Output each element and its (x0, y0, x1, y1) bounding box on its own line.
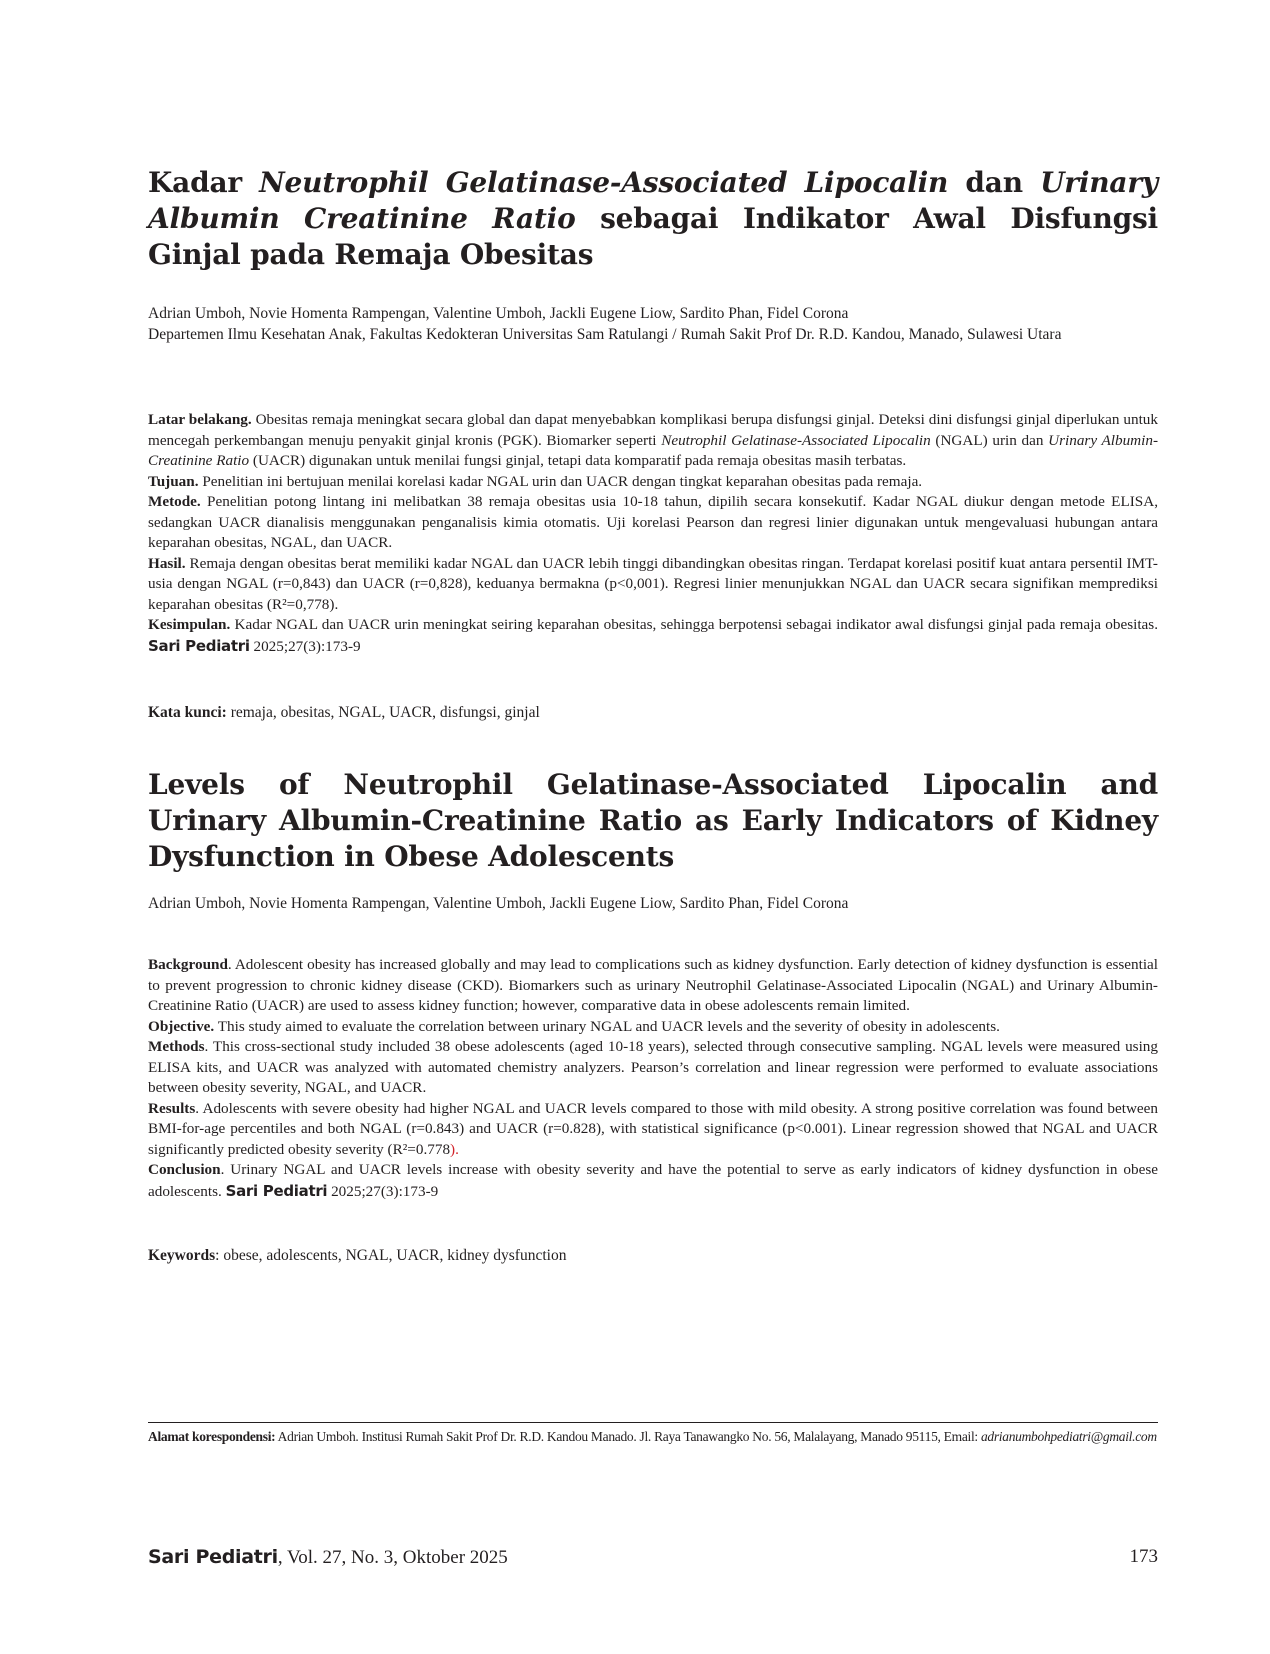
section-label: Latar belakang. (148, 411, 252, 428)
title-part-italic: Urinary Albumin Creatinine Ratio (148, 166, 1158, 235)
abstract-text: (UACR) digunakan untuk menilai fungsi ginjal, tetapi data komparatif pada remaja obesitas masih terbatas. (249, 452, 907, 469)
abstract-background (148, 955, 1158, 1017)
abstract-methods (148, 492, 1158, 554)
title-part-italic: Neutrophil Gelatinase-Associated Lipocalin (259, 166, 949, 199)
keywords-label: Keywords (148, 1247, 216, 1264)
abstract-english (148, 955, 1158, 1202)
title-indonesian (148, 165, 1158, 273)
keywords-english (148, 1245, 1158, 1266)
section-label: Background (148, 956, 228, 973)
abstract-objective (148, 1017, 1158, 1038)
abstract-background (148, 410, 1158, 472)
red-mark: ). (450, 1140, 459, 1158)
keywords-text: remaja, obesitas, NGAL, UACR, disfungsi, ginjal (226, 704, 540, 721)
abstract-objective (148, 472, 1158, 493)
citation: 2025;27(3):173-9 (249, 637, 361, 655)
abstract-text: Remaja dengan obesitas berat memiliki kadar NGAL dan UACR lebih tinggi dibandingkan obesitas ringan. Terdapat korelasi positif kuat antara persentil IMT-usia dengan NGAL (r=0,843) dan UACR (r=0,828), keduanya bermakna (p<0,001). Regresi linier menunjukkan NGAL dan UACR secara signifikan memprediksi keparahan obesitas (R²=0,778). (148, 554, 1158, 613)
abstract-text: This study aimed to evaluate the correlation between urinary NGAL and UACR levels and the severity of obesity in adolescents. (214, 1017, 1000, 1035)
abstract-text: Obesitas remaja meningkat secara global dan dapat menyebabkan komplikasi berupa disfungsi ginjal. Deteksi dini disfungsi ginjal diperlukan untuk mencegah perkembangan menuju penyakit ginjal kronis (PGK). Biomarker seperti (148, 411, 1158, 449)
abstract-text: (NGAL) urin dan (930, 431, 1049, 449)
section-label: Tujuan. (148, 472, 199, 490)
abstract-text: Kadar NGAL dan UACR urin meningkat seiring keparahan obesitas, sehingga berpotensi sebagai indikator awal disfungsi ginjal pada remaja obesitas. (230, 616, 1158, 633)
footer-journal-brand: Sari Pediatri (148, 1546, 278, 1568)
abstract-results (148, 554, 1158, 616)
correspondence-label: Alamat korespondensi: (148, 1429, 276, 1444)
title-part: Kadar (148, 166, 260, 199)
abstract-text: . This cross-sectional study included 38 obese adolescents (aged 10-18 years), selected through consecutive sampling. NGAL levels were measured using ELISA kits, and UACR was analyzed with automated chemistry analyzers. Pearson’s correlation and linear regression were performed to evaluate associations between obesity severity, NGAL, and UACR. (148, 1038, 1158, 1096)
keywords-text: : obese, adolescents, NGAL, UACR, kidney dysfunction (215, 1247, 567, 1264)
footnote-divider (148, 1422, 1158, 1423)
section-label: Conclusion (148, 1161, 221, 1178)
abstract-results (148, 1099, 1158, 1161)
correspondence-text: Adrian Umboh. Institusi Rumah Sakit Prof Dr. R.D. Kandou Manado. Jl. Raya Tanawangko No. 56, Malalayang, Manado 95115, Email: (275, 1429, 981, 1444)
abstract-conclusion (148, 615, 1158, 657)
abstract-text: . Adolescents with severe obesity had higher NGAL and UACR levels compared to those with mild obesity. A strong positive correlation was found between BMI-for-age percentiles and both NGAL (r=0.843) and UACR (r=0.828), with statistical significance (p<0.001). Linear regression showed that NGAL and UACR significantly predicted obesity severity (R²=0.778 (148, 1099, 1158, 1158)
affiliation: Departemen Ilmu Kesehatan Anak, Fakultas Kedokteran Universitas Sam Ratulangi / Rumah Sakit Prof Dr. R.D. Kandou, Manado, Sulawesi Utara (148, 326, 1062, 343)
abstract-text: . Adolescent obesity has increased globally and may lead to complications such as kidney dysfunction. Early detection of kidney dysfunction is essential to prevent progression to chronic kidney disease (CKD). Biomarkers such as urinary Neutrophil Gelatinase-Associated Lipocalin (NGAL) and Urinary Albumin-Creatinine Ratio (UACR) are used to assess kidney function; however, comparative data in obese adolescents remain limited. (148, 956, 1158, 1014)
journal-brand: Sari Pediatri (225, 1181, 328, 1200)
section-label: Metode. (148, 493, 201, 510)
abstract-italic: Urinary Albumin-Creatinine Ratio (148, 431, 1159, 469)
page-number: 173 (1129, 1546, 1158, 1567)
abstract-text: . Urinary NGAL and UACR levels increase with obesity severity and have the potential to serve as early indicators of kidney dysfunction in obese adolescents. (148, 1161, 1158, 1200)
keywords-label: Kata kunci: (148, 704, 227, 721)
title-part: dan (948, 166, 1041, 199)
section-label: Hasil. (148, 554, 186, 572)
page-footer (148, 1545, 1158, 1570)
authors-english: Adrian Umboh, Novie Homenta Rampengan, Valentine Umboh, Jackli Eugene Liow, Sardito Phan, Fidel Corona (148, 895, 849, 912)
abstract-indonesian (148, 410, 1158, 657)
correspondence-email[interactable]: adrianumbohpediatri@gmail.com (980, 1429, 1157, 1444)
section-label: Kesimpulan. (148, 616, 231, 633)
abstract-methods (148, 1037, 1158, 1099)
authors-indonesian: Adrian Umboh, Novie Homenta Rampengan, Valentine Umboh, Jackli Eugene Liow, Sardito Phan, Fidel Corona (148, 305, 849, 322)
section-label: Methods (148, 1038, 205, 1055)
keywords-indonesian (148, 702, 1158, 723)
abstract-conclusion (148, 1160, 1158, 1202)
title-part: sebagai Indikator Awal Disfungsi Ginjal pada Remaja Obesitas (148, 202, 1158, 271)
section-label: Results (148, 1099, 196, 1117)
section-label: Objective. (148, 1017, 215, 1035)
abstract-text: Penelitian ini bertujuan menilai korelasi kadar NGAL urin dan UACR dengan tingkat keparahan obesitas pada remaja. (198, 472, 923, 490)
abstract-italic: Neutrophil Gelatinase-Associated Lipocalin (661, 431, 931, 449)
journal-brand: Sari Pediatri (148, 636, 250, 655)
correspondence (148, 1427, 1158, 1446)
footer-issue: , Vol. 27, No. 3, Oktober 2025 (277, 1547, 508, 1568)
title-english: Levels of Neutrophil Gelatinase-Associated Lipocalin and Urinary Albumin-Creatinine Ratio as Early Indicators of Kidney Dysfunction in Obese Adolescents (148, 768, 1158, 873)
abstract-text: Penelitian potong lintang ini melibatkan 38 remaja obesitas usia 10-18 tahun, dipilih secara konsekutif. Kadar NGAL diukur dengan metode ELISA, sedangkan UACR dianalisis menggunakan penganalisis kimia otomatis. Uji korelasi Pearson dan regresi linier digunakan untuk mengevaluasi hubungan antara keparahan obesitas, NGAL, dan UACR. (148, 493, 1158, 551)
citation: 2025;27(3):173-9 (327, 1182, 439, 1200)
